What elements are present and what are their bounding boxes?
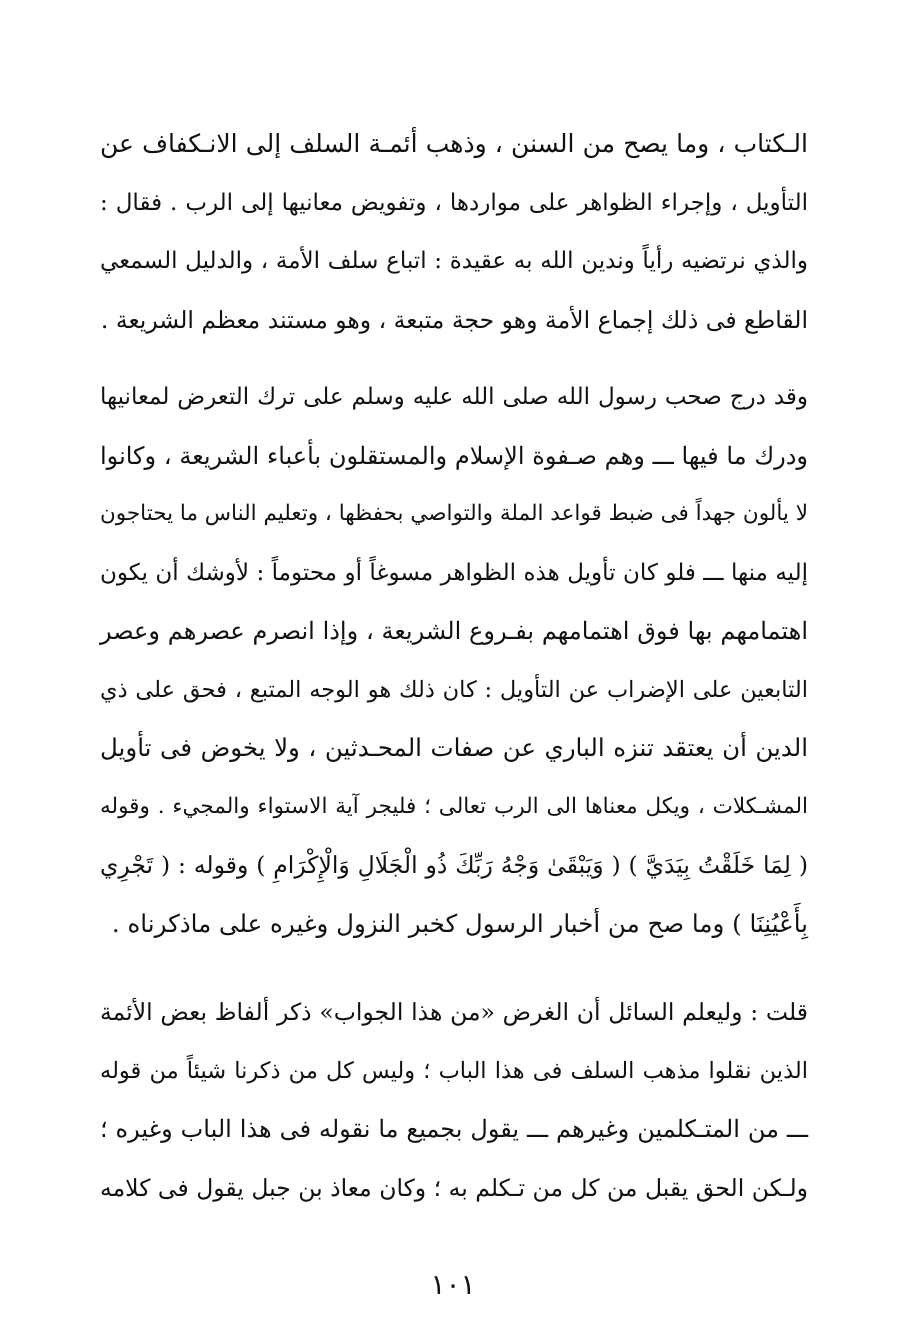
quran-verse-line: بِأَعْيُنِنَا ) وما صح من أخبار الرسول كخبر النزول وغيره على ماذكرناه . bbox=[111, 908, 808, 938]
quran-verse-line: ( لِمَا خَلَقْتُ بِيَدَيَّ ) ( وَيَبْقَىٰ وَجْهُ رَبِّكَ ذُو الْجَلَالِ وَالْإِكْرَامِ ) وقوله : ( تَجْرِي bbox=[100, 851, 808, 879]
text-line: وقد درج صحب رسول الله صلى الله عليه وسلم على ترك التعرض لمعانيها bbox=[100, 384, 808, 410]
text-line: ـــ من المتـكلمين وغيرهم ـــ يقول بجميع ما نقوله فى هذا الباب وغيره ؛ bbox=[100, 1115, 808, 1143]
text-line: ودرك ما فيها ـــ وهم صـفوة الإسلام والمستقلون بأعباء الشريعة ، وكانوا bbox=[100, 441, 808, 470]
text-line: الدين أن يعتقد تنزه الباري عن صفات المحـدثين ، ولا يخوض فى تأويل bbox=[100, 733, 808, 762]
text-line: إليه منها ـــ فلو كان تأويل هذه الظواهر مسوغاً أو محتوماً : لأوشك أن يكون bbox=[100, 559, 808, 586]
paragraph-2 bbox=[100, 368, 808, 953]
text-line: لا يألون جهداً فى ضبط قواعد الملة والتواصي بحفظها ، وتعليم الناس ما يحتاجون bbox=[99, 501, 808, 526]
text-line: القاطع فى ذلك إجماع الأمة وهو حجة متبعة ، وهو مستند معظم الشريعة . bbox=[100, 305, 808, 334]
text-line: التأويل ، وإجراء الظواهر على مواردها ، وتفويض معانيها إلى الرب . فقال : bbox=[100, 189, 808, 216]
text-line: قلت : وليعلم السائل أن الغرض «من هذا الجواب» ذكر ألفاظ بعض الأئمة bbox=[100, 998, 808, 1026]
page-number: ١٠١ bbox=[430, 1268, 476, 1301]
text-line: والذي نرتضيه رأياً وندين الله به عقيدة : اتباع سلف الأمة ، والدليل السمعي bbox=[100, 248, 808, 274]
text-line: اهتمامهم بها فوق اهتمامهم بفـروع الشريعة ، وإذا انصرم عصرهم وعصر bbox=[100, 617, 808, 645]
text-line: الـكتاب ، وما يصح من السنن ، وذهب أئمـة السلف إلى الانـكفاف عن bbox=[100, 129, 808, 158]
text-line: المشـكلات ، ويكل معناها الى الرب تعالى ؛ فليجر آية الاستواء والمجيء . وقوله bbox=[100, 793, 808, 819]
page-body bbox=[100, 115, 808, 1217]
text-line: الذين نقلوا مذهب السلف فى هذا الباب ؛ وليس كل من ذكرنا شيئاً من قوله bbox=[100, 1057, 808, 1084]
paragraph-1 bbox=[100, 115, 808, 349]
text-line: التابعين على الإضراب عن التأويل : كان ذلك هو الوجه المتبع ، فحق على ذي bbox=[100, 676, 808, 703]
paragraph-3 bbox=[100, 983, 808, 1217]
text-line: ولـكن الحق يقبل من كل من تـكلم به ؛ وكان معاذ بن جبل يقول فى كلامه bbox=[100, 1173, 808, 1202]
